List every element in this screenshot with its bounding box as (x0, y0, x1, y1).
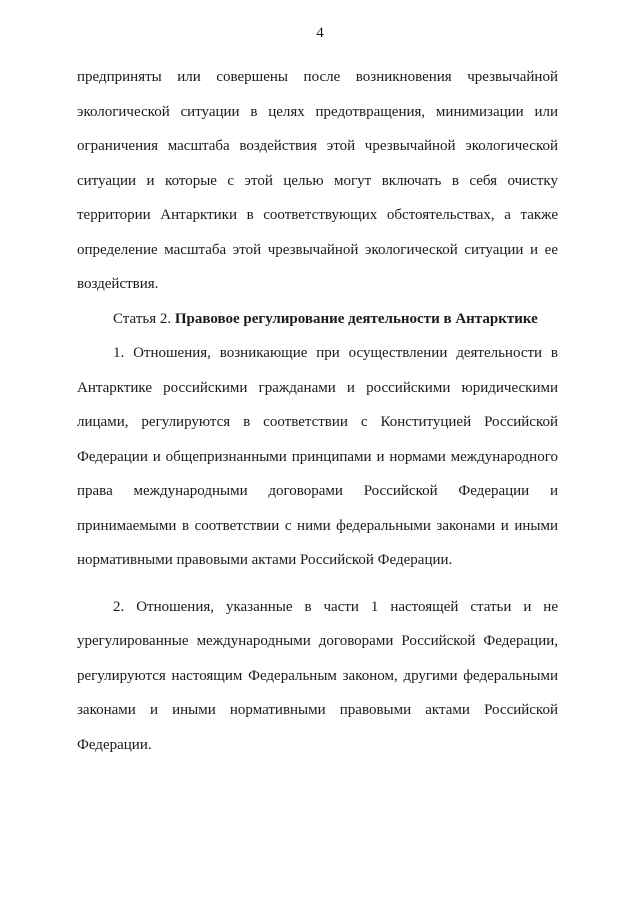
text-line: регулируются настоящим Федеральным законом, другими федеральными (77, 667, 558, 684)
text-line: предприняты или совершены после возникновения чрезвычайной (77, 69, 558, 85)
text-line: законами и иными нормативными правовыми актами Российской (77, 702, 558, 718)
paragraph-clause-1 (77, 343, 558, 585)
text-line: 1. Отношения, возникающие при осуществлении деятельности в (113, 345, 558, 361)
text-line: Антарктике российскими гражданами и российскими юридическими (77, 379, 558, 396)
paragraph-gap (77, 585, 558, 597)
text-line: ситуации и которые с этой целью могут включать в себя очистку (77, 172, 558, 189)
text-line: урегулированные международными договорами Российской Федерации, (77, 633, 558, 649)
page-number: 4 (316, 25, 324, 41)
text-line: ограничения масштаба воздействия этой чрезвычайной экологической (77, 138, 558, 154)
paragraph-clause-2 (77, 597, 558, 770)
article-number: Статья 2. (113, 310, 172, 327)
text-line: территории Антарктики в соответствующих обстоятельствах, а также (77, 207, 558, 223)
text-line: 2. Отношения, указанные в части 1 настоящей статьи и не (113, 598, 558, 615)
document-body (77, 67, 558, 769)
text-line: экологической ситуации в целях предотвращения, минимизации или (77, 103, 558, 120)
text-line: определение масштаба этой чрезвычайной экологической ситуации и ее (77, 241, 558, 258)
text-line: воздействия. (77, 276, 159, 292)
article-heading (77, 309, 558, 344)
text-line: Федерации и общепризнанными принципами и нормами международного (77, 448, 558, 465)
text-line: принимаемыми в соответствии с ними федеральными законами и иными (77, 517, 558, 534)
text-line: Федерации. (77, 736, 152, 753)
paragraph-continuation (77, 67, 558, 309)
text-line: нормативными правовыми актами Российской Федерации. (77, 552, 453, 568)
article-title: Правовое регулирование деятельности в Антарктике (174, 310, 538, 327)
text-line: права международными договорами Российской Федерации и (77, 483, 558, 499)
text-line: лицами, регулируются в соответствии с Конституцией Российской (77, 414, 558, 430)
